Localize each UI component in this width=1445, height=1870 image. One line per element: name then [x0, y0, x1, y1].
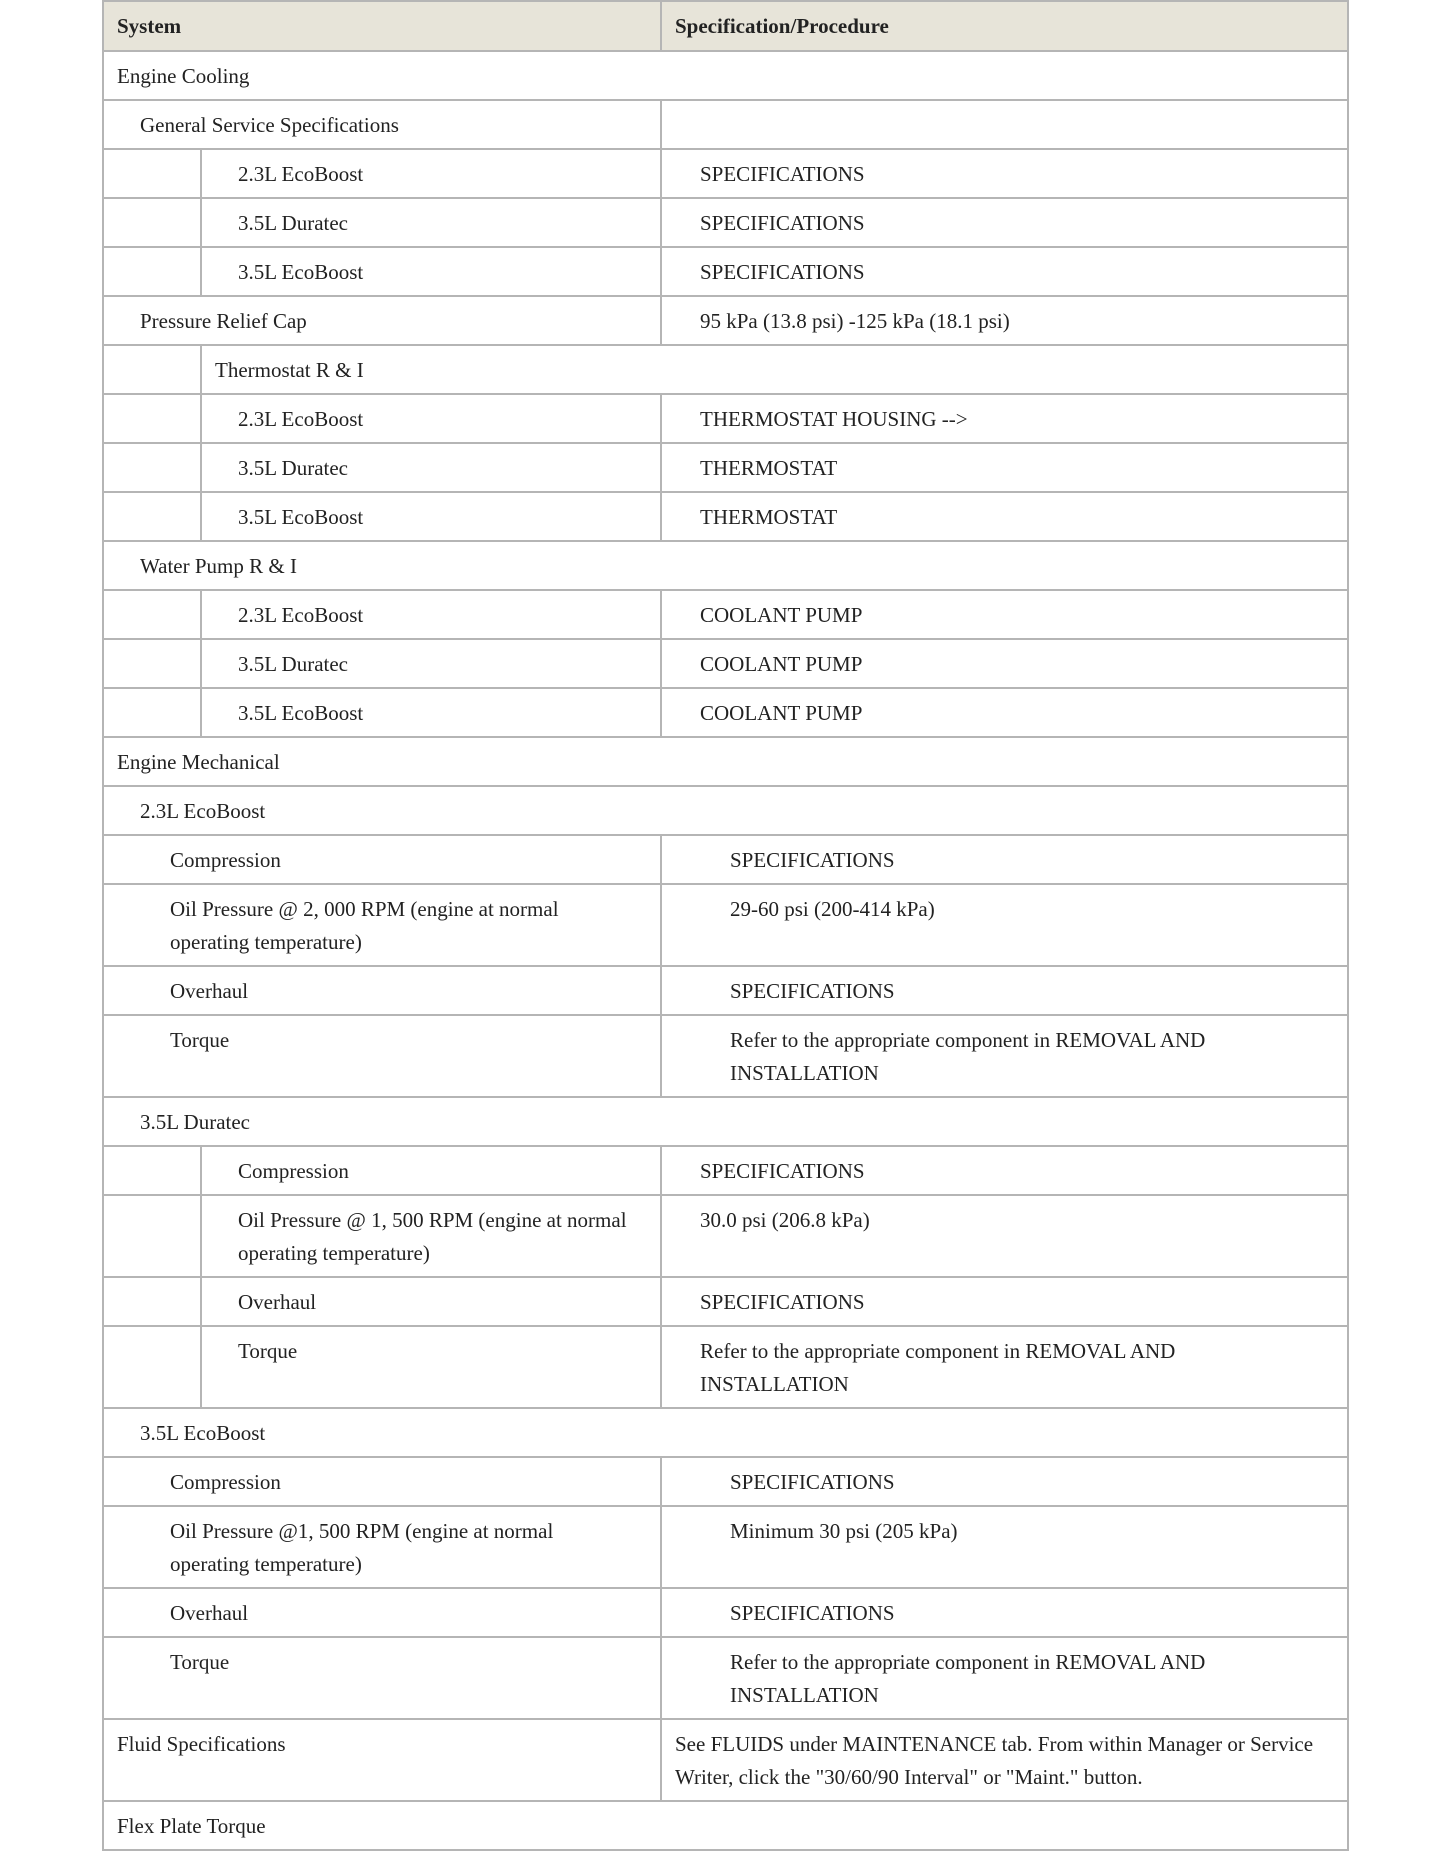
row-system: Torque: [238, 1339, 298, 1363]
table-row: [104, 1409, 1347, 1458]
row-system: Water Pump R & I: [140, 554, 297, 578]
specifications-table: [102, 0, 1349, 1851]
table-row: [104, 1589, 1347, 1638]
table-row: [104, 248, 1347, 297]
column-divider: [660, 640, 662, 687]
column-divider: [660, 689, 662, 736]
table-row: [104, 1147, 1347, 1196]
table-row: [104, 640, 1347, 689]
column-divider: [660, 101, 662, 148]
table-row: [104, 150, 1347, 199]
row-spec: 30.0 psi (206.8 kPa): [700, 1208, 870, 1232]
row-spec: SPECIFICATIONS: [700, 1159, 865, 1183]
row-system: 3.5L EcoBoost: [238, 701, 364, 725]
indent-divider: [200, 1196, 202, 1276]
column-divider: [660, 2, 662, 50]
row-spec: SPECIFICATIONS: [700, 211, 865, 235]
column-divider: [660, 1196, 662, 1276]
row-system: General Service Specifications: [140, 113, 399, 137]
row-system: Overhaul: [170, 979, 249, 1003]
column-divider: [660, 297, 662, 344]
row-system: Overhaul: [238, 1290, 317, 1314]
row-system: 2.3L EcoBoost: [140, 799, 266, 823]
row-system: Overhaul: [170, 1601, 249, 1625]
row-system: 3.5L Duratec: [238, 652, 349, 676]
column-divider: [660, 1147, 662, 1194]
table-row: [104, 738, 1347, 787]
column-divider: [660, 1589, 662, 1636]
row-system: Thermostat R & I: [215, 358, 364, 382]
row-system: 3.5L Duratec: [238, 456, 349, 480]
table-row: [104, 1802, 1347, 1851]
row-system: Compression: [170, 1470, 281, 1494]
indent-divider: [200, 199, 202, 246]
table-row: [104, 591, 1347, 640]
table-row: [104, 101, 1347, 150]
row-system: Torque: [170, 1650, 230, 1674]
row-system: Oil Pressure @ 2, 000 RPM (engine at normal operating temperature): [170, 897, 559, 954]
indent-divider: [200, 1147, 202, 1194]
column-divider: [660, 444, 662, 491]
table-row: [104, 199, 1347, 248]
row-spec: SPECIFICATIONS: [700, 162, 865, 186]
row-system: Pressure Relief Cap: [140, 309, 307, 333]
row-spec: SPECIFICATIONS: [730, 1601, 895, 1625]
table-row: [104, 493, 1347, 542]
column-divider: [660, 150, 662, 197]
table-row: [104, 1458, 1347, 1507]
column-divider: [660, 967, 662, 1014]
column-divider: [660, 1016, 662, 1096]
row-system: Oil Pressure @1, 500 RPM (engine at normal operating temperature): [170, 1519, 554, 1576]
row-spec: See FLUIDS under MAINTENANCE tab. From within Manager or Service Writer, click the "30/60/90 Interval" or "Maint." button.: [675, 1732, 1314, 1789]
row-system: Engine Cooling: [117, 64, 250, 88]
row-spec: Refer to the appropriate component in REMOVAL AND INSTALLATION: [730, 1028, 1206, 1085]
row-system: Torque: [170, 1028, 230, 1052]
indent-divider: [200, 640, 202, 687]
table-row: [104, 1507, 1347, 1589]
row-spec: SPECIFICATIONS: [700, 1290, 865, 1314]
row-spec: THERMOSTAT: [700, 456, 838, 480]
column-divider: [660, 591, 662, 638]
table-row: [104, 444, 1347, 493]
indent-divider: [200, 395, 202, 442]
indent-divider: [200, 1278, 202, 1325]
row-spec: Refer to the appropriate component in REMOVAL AND INSTALLATION: [700, 1339, 1176, 1396]
row-system: 3.5L EcoBoost: [140, 1421, 266, 1445]
row-spec: SPECIFICATIONS: [730, 848, 895, 872]
column-divider: [660, 395, 662, 442]
column-divider: [660, 1507, 662, 1587]
header-spec: Specification/Procedure: [675, 14, 889, 38]
indent-divider: [200, 493, 202, 540]
table-row: [104, 52, 1347, 101]
row-spec: Minimum 30 psi (205 kPa): [730, 1519, 958, 1543]
row-system: Oil Pressure @ 1, 500 RPM (engine at normal operating temperature): [238, 1208, 627, 1265]
row-spec: Refer to the appropriate component in REMOVAL AND INSTALLATION: [730, 1650, 1206, 1707]
row-system: 2.3L EcoBoost: [238, 603, 364, 627]
row-spec: SPECIFICATIONS: [730, 1470, 895, 1494]
row-system: Flex Plate Torque: [117, 1814, 266, 1838]
table-row: [104, 1278, 1347, 1327]
row-system: Compression: [238, 1159, 349, 1183]
row-system: 2.3L EcoBoost: [238, 162, 364, 186]
row-system: Engine Mechanical: [117, 750, 280, 774]
column-divider: [660, 1278, 662, 1325]
row-spec: COOLANT PUMP: [700, 652, 863, 676]
row-spec: THERMOSTAT: [700, 505, 838, 529]
column-divider: [660, 199, 662, 246]
row-system: Compression: [170, 848, 281, 872]
indent-divider: [200, 591, 202, 638]
column-divider: [660, 1638, 662, 1718]
row-system: 3.5L EcoBoost: [238, 260, 364, 284]
indent-divider: [200, 444, 202, 491]
indent-divider: [200, 1327, 202, 1407]
row-system: Fluid Specifications: [117, 1732, 286, 1756]
column-divider: [660, 248, 662, 295]
table-row: [104, 1098, 1347, 1147]
indent-divider: [200, 689, 202, 736]
row-spec: SPECIFICATIONS: [730, 979, 895, 1003]
table-row: [104, 689, 1347, 738]
row-system: 3.5L Duratec: [238, 211, 349, 235]
column-divider: [660, 1327, 662, 1407]
table-row: [104, 297, 1347, 346]
table-row: [104, 1720, 1347, 1802]
table-row: [104, 1638, 1347, 1720]
row-system: 3.5L Duratec: [140, 1110, 251, 1134]
row-spec: COOLANT PUMP: [700, 701, 863, 725]
table-row: [104, 542, 1347, 591]
row-spec: 29-60 psi (200-414 kPa): [730, 897, 935, 921]
table-row: [104, 836, 1347, 885]
table-row: [104, 1016, 1347, 1098]
column-divider: [660, 885, 662, 965]
table-row: [104, 1196, 1347, 1278]
table-row: [104, 787, 1347, 836]
table-row: [104, 885, 1347, 967]
indent-divider: [200, 248, 202, 295]
row-system: 3.5L EcoBoost: [238, 505, 364, 529]
row-system: 2.3L EcoBoost: [238, 407, 364, 431]
table-row: [104, 1327, 1347, 1409]
column-divider: [660, 493, 662, 540]
row-spec: 95 kPa (13.8 psi) -125 kPa (18.1 psi): [700, 309, 1010, 333]
indent-divider: [200, 346, 202, 393]
table-row: [104, 395, 1347, 444]
table-row: [104, 967, 1347, 1016]
table-header-row: [104, 2, 1347, 52]
row-spec: THERMOSTAT HOUSING -->: [700, 407, 968, 431]
indent-divider: [200, 150, 202, 197]
column-divider: [660, 836, 662, 883]
column-divider: [660, 1458, 662, 1505]
column-divider: [660, 1720, 662, 1800]
header-system: System: [117, 14, 182, 38]
row-spec: COOLANT PUMP: [700, 603, 863, 627]
row-spec: SPECIFICATIONS: [700, 260, 865, 284]
table-row: [104, 346, 1347, 395]
